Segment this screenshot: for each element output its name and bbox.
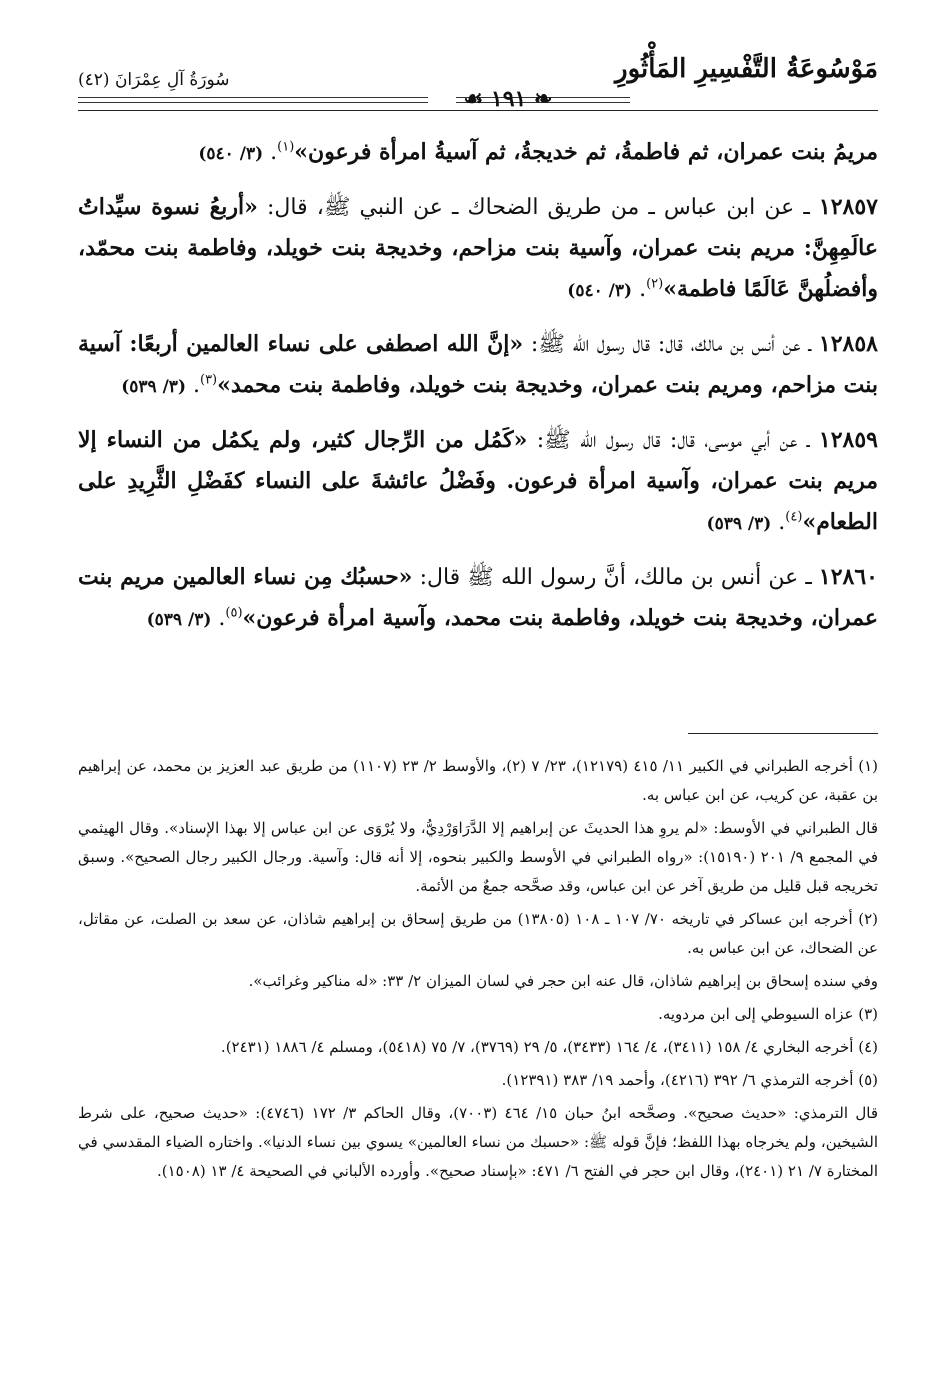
hadith-text: مريمُ بنت عمران، ثم فاطمةُ، ثم خديجةُ، ثم آسيةُ امرأة فرعون» [294,139,878,165]
hadith-number: ١٢٨٦٠ [818,564,878,590]
page-number-value: ١٩١ [490,86,527,112]
hadith-paragraph [78,132,878,175]
hadith-tail: . [778,510,786,535]
surah-title: سُورَةُ آلِ عِمْرَانَ (٤٢) [78,70,230,90]
footnote: (٢) أخرجه ابن عساكر في تاريخه ٧٠/ ١٠٧ ـ ١٠٨ (١٣٨٠٥) من طريق إسحاق بن إبراهيم شاذان، عن سعد بن الصلت، عن مقاتل، عن الضحاك، عن ابن عباس به. [78,910,878,957]
book-title: مَوْسُوعَةُ التَّفْسِيرِ المَأْثُورِ [615,54,878,84]
footnote-marker: (١) [277,139,295,155]
footnote: (٤) أخرجه البخاري ٤/ ١٥٨ (٣٤١١)، ٤/ ١٦٤ (٣٤٣٣)، ٥/ ٢٩ (٣٧٦٩)، ٧/ ٧٥ (٥٤١٨)، ومسلم ٤/ ١٨٨٦ (٢٤٣١). [220,1038,878,1056]
header-rule-left [78,97,428,103]
hadith-intro: ـ عن أبي موسى، قال: قال رسول الله ﷺ: [527,428,819,453]
hadith-number: ١٢٨٥٨ [818,331,878,357]
page-header [78,52,878,112]
footnote: وفي سنده إسحاق بن إبراهيم شاذان، قال عنه ابن حجر في لسان الميزان ٢/ ٣٣: «له مناكير وغرائب». [248,972,878,990]
footnote: (١) أخرجه الطبراني في الكبير ١١/ ٤١٥ (١٢١٧٩)، ٢٣/ ٧ (٢)، والأوسط ٢/ ٢٣ (١١٠٧) من طريق عبد العزيز بن محمد، عن إبراهيم بن عقبة، عن كريب، عن ابن عباس به. [78,757,879,804]
hadith-text: «كَمُل من الرِّجال كثير، ولم يكمُل من النساء إلا مريم بنت عمران، وآسية امرأة فرعون. وفَضْلُ عائشةَ على النساء كفَضْلِ الثَّرِيدِ على الطعام» [78,427,878,535]
volume-reference: (٣/ ٥٤٠) [198,144,264,164]
volume-reference: (٣/ ٥٣٩) [706,514,772,534]
hadith-intro: ـ عن أنس بن مالك، أنَّ رسول الله ﷺ قال: [412,565,819,590]
hadith-text: «أربعُ نسوة سيِّداتُ عالَمِهِنَّ: مريم بنت عمران، وآسية بنت مزاحم، وخديجة بنت خويلد، وفاطمة بنت محمّد، وأفضلُهنَّ عَالَمًا فاطمة» [78,194,878,302]
hadith-text: «حسبُك مِن نساء العالمين مريم بنت عمران، وخديجة بنت خويلد، وفاطمة بنت محمد، وآسية امرأة فرعون» [78,564,878,631]
volume-reference: (٣/ ٥٣٩) [146,610,212,630]
footnote-marker: (٤) [785,509,803,525]
hadith-tail: . [192,373,200,398]
footnote-marker: (٥) [225,605,243,621]
footnote: قال الترمذي: «حديث صحيح». وصحَّحه ابنُ حبان ١٥/ ٤٦٤ (٧٠٠٣)، وقال الحاكم ٣/ ١٧٢ (٤٧٤٦): «حديث صحيح، على شرط الشيخين، ولم يخرجاه بهذا اللفظ؛ فإنَّ قوله ﷺ: «حسبك من نساء العالمين» يسوي بين نساء الدنيا». واختاره الضياء المقدسي في المختارة ٧/ ٢١ (٢٤٠١)، وقال ابن حجر في الفتح ٦/ ٤٧١: «بإسناد صحيح». وأورده الألباني في الصحيحة ٤/ ١٣ (١٥٠٨). [78,1104,878,1180]
hadith-tail: . [639,277,647,302]
hadith-paragraph [78,324,878,408]
footnote: (٣) عزاه السيوطي إلى ابن مردويه. [658,1005,878,1023]
footnote: (٥) أخرجه الترمذي ٦/ ٣٩٢ (٤٢١٦)، وأحمد ١٩/ ٣٨٣ (١٢٣٩١). [501,1071,878,1089]
hadith-paragraph [78,420,878,545]
header-divider [78,110,878,111]
footnote-marker: (٢) [646,276,664,292]
hadith-text: «إنَّ الله اصطفى على نساء العالمين أربعًا: آسية بنت مزاحم، ومريم بنت عمران، وخديجة بنت خويلد، وفاطمة بنت محمد» [78,331,878,398]
main-text [78,132,878,647]
footnotes [78,752,878,1190]
hadith-tail: . [218,606,226,631]
hadith-intro: ـ عن ابن عباس ـ من طريق الضحاك ـ عن النبي ﷺ، قال: [257,195,819,220]
hadith-paragraph [78,187,878,312]
hadith-number: ١٢٨٥٩ [818,427,878,453]
footnote-marker: (٣) [199,372,218,388]
volume-reference: (٣/ ٥٣٩) [121,377,186,397]
page-number: ❧ ١٩١ ☙ [463,86,553,112]
hadith-tail: . [270,140,278,165]
footnote-separator [688,733,878,734]
hadith-number: ١٢٨٥٧ [818,194,878,220]
hadith-paragraph [78,557,878,641]
footnote: قال الطبراني في الأوسط: «لم يروِ هذا الحديثَ عن إبراهيم إلا الدَّرَاوَرْدِيُّ، ولا يُرْوَى عن ابن عباس إلا بهذا الإسناد». وقال الهيثمي في المجمع ٩/ ٢٠١ (١٥١٩٠): «رواه الطبراني في الأوسط والكبير بنحوه، إلا أنه قال: وآسية. ورجال الكبير رجال الصحيح». وسبق تخريجه قبل قليل من طريق آخر عن ابن عباس، وقد صحَّحه جمعٌ من الأئمة. [78,819,878,895]
volume-reference: (٣/ ٥٤٠) [567,281,633,301]
page [78,52,878,1352]
hadith-intro: ـ عن أنس بن مالك، قال: قال رسول الله ﷺ: [523,332,819,357]
